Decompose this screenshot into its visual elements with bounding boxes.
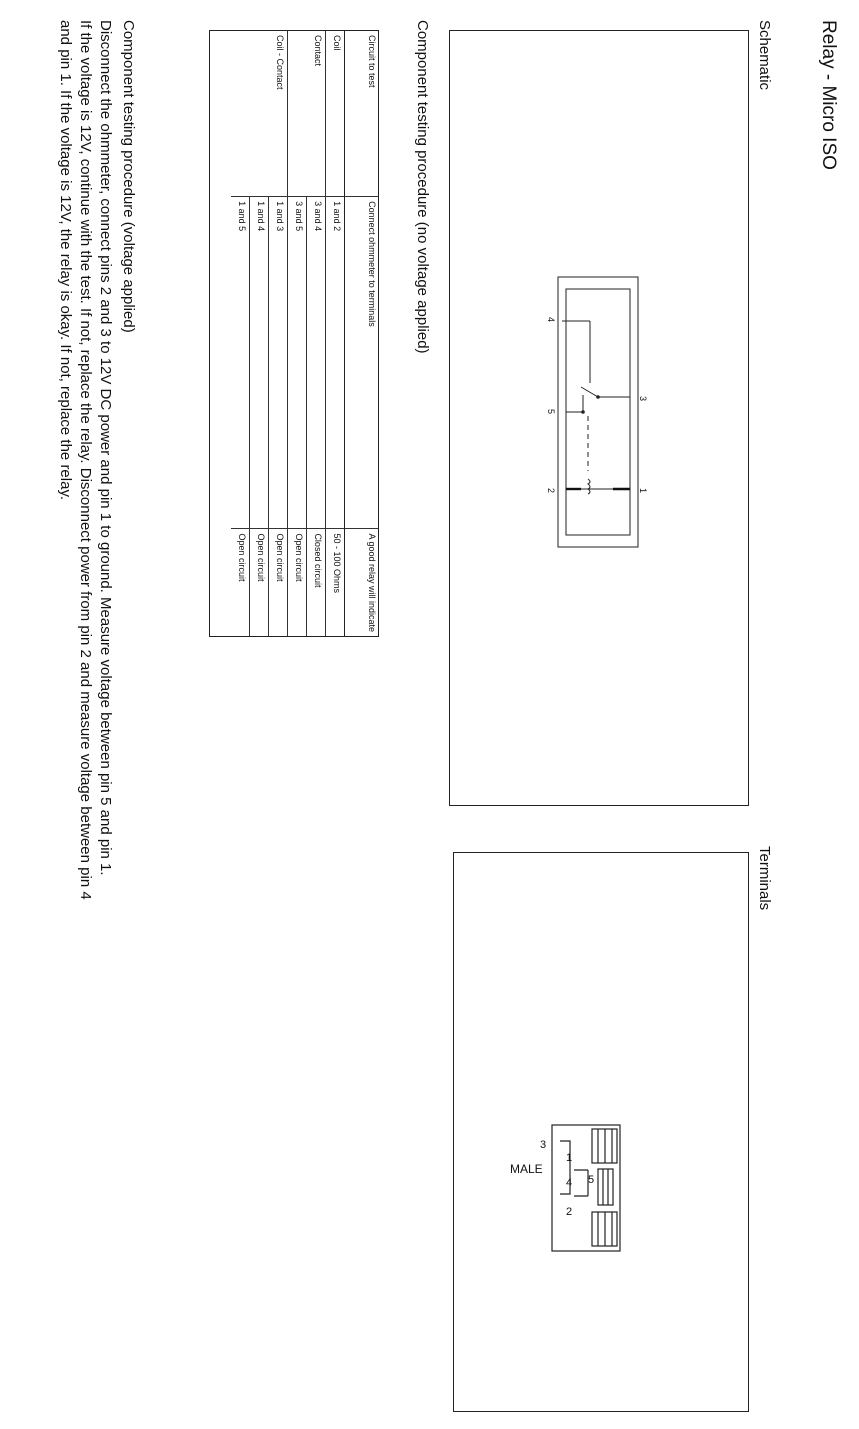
col-header-terminals: Connect ohmmeter to terminals bbox=[345, 197, 380, 529]
terminals-box bbox=[453, 852, 749, 1412]
no-voltage-table-wrap bbox=[159, 0, 429, 700]
no-voltage-test-table bbox=[231, 30, 379, 637]
connector-type-label: MALE bbox=[510, 1162, 543, 1176]
voltage-heading: Component testing procedure (voltage applied) bbox=[120, 20, 137, 333]
contact-5-dot bbox=[581, 410, 585, 414]
cell-terminals: 1 and 3 bbox=[269, 197, 288, 529]
terminal-pin-4 bbox=[598, 1169, 613, 1205]
procedure-line: If the voltage is 12V, continue with the test. If not, replace the relay. Disconnect power from pin 2 and measure voltage between pin 4 bbox=[77, 20, 94, 900]
switch-arm bbox=[581, 387, 598, 397]
cell-circuit: Coil - Contact bbox=[269, 31, 288, 197]
table-row bbox=[326, 31, 345, 637]
procedure-line: and pin 1. If the voltage is 12V, the relay is okay. If not, replace the relay. bbox=[57, 20, 74, 501]
page-title: Relay - Micro ISO bbox=[818, 20, 839, 170]
cell-circuit: Contact bbox=[307, 31, 326, 197]
procedure-line: Disconnect the ohmmeter, connect pins 2 and 3 to 12V DC power and pin 1 to ground. Measure voltage between pin 5 and pin 1. bbox=[97, 20, 114, 876]
terminal-label-4: 4 bbox=[566, 1177, 573, 1189]
schematic-pin-2-label: 2 bbox=[546, 488, 556, 494]
table-header-row bbox=[345, 31, 380, 637]
cell-circuit bbox=[231, 31, 250, 197]
col-header-circuit: Circuit to test bbox=[345, 31, 380, 197]
terminal-pin-5 bbox=[574, 1170, 588, 1196]
terminal-label-5: 5 bbox=[588, 1174, 595, 1186]
coil-symbol bbox=[588, 479, 590, 494]
voltage-procedure-text bbox=[55, 20, 115, 1420]
cell-circuit: Coil bbox=[326, 31, 345, 197]
cell-indicate: Closed circuit bbox=[307, 529, 326, 637]
schematic-box bbox=[449, 30, 749, 806]
terminal-label-1: 1 bbox=[566, 1152, 573, 1164]
cell-indicate: 50 - 100 Ohms bbox=[326, 529, 345, 637]
schematic-pin-4-label: 4 bbox=[546, 317, 556, 323]
cell-indicate: Open circuit bbox=[269, 529, 288, 637]
col-header-indicate: A good relay will indicate bbox=[345, 529, 380, 637]
cell-terminals: 3 and 4 bbox=[307, 197, 326, 529]
cell-terminals: 1 and 2 bbox=[326, 197, 345, 529]
cell-indicate: Open circuit bbox=[288, 529, 307, 637]
table-row bbox=[288, 31, 307, 637]
terminal-label-3: 3 bbox=[540, 1139, 547, 1151]
cell-indicate: Open circuit bbox=[250, 529, 269, 637]
connector-outline bbox=[552, 1125, 620, 1251]
terminal-label-2: 2 bbox=[566, 1206, 573, 1218]
cell-terminals: 1 and 4 bbox=[250, 197, 269, 529]
table-row bbox=[307, 31, 326, 637]
cell-circuit bbox=[288, 31, 307, 197]
cell-terminals: 1 and 5 bbox=[231, 197, 250, 529]
terminal-connector-diagram bbox=[455, 853, 748, 1410]
cell-terminals: 3 and 5 bbox=[288, 197, 307, 529]
terminals-heading: Terminals bbox=[756, 846, 773, 911]
table-row bbox=[231, 31, 250, 637]
no-voltage-heading: Component testing procedure (no voltage applied) bbox=[414, 20, 431, 354]
schematic-heading: Schematic bbox=[756, 20, 773, 91]
relay-schematic-diagram bbox=[451, 31, 748, 804]
cell-circuit bbox=[250, 31, 269, 197]
table-row bbox=[269, 31, 288, 637]
cell-indicate: Open circuit bbox=[231, 529, 250, 637]
schematic-pin-3-label: 3 bbox=[638, 396, 648, 402]
switch-pivot bbox=[596, 395, 600, 399]
table-row bbox=[250, 31, 269, 637]
schematic-pin-1-label: 1 bbox=[638, 488, 648, 494]
schematic-pin-5-label: 5 bbox=[546, 409, 556, 415]
